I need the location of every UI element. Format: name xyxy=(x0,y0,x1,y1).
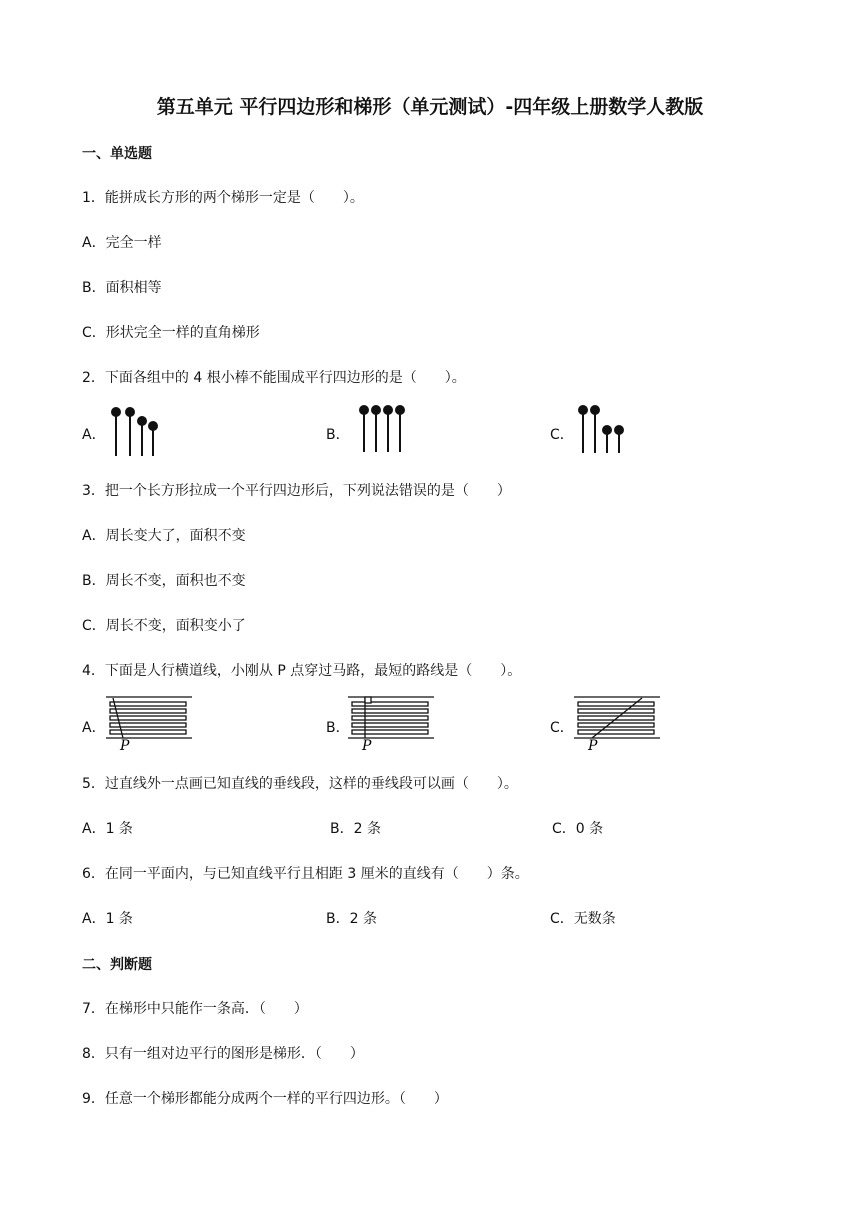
question-3-option-c: C．周长不变，面积变小了 xyxy=(82,618,246,634)
question-5-stem: 5．过直线外一点画已知直线的垂线段，这样的垂线段可以画（ ）。 xyxy=(82,776,518,792)
question-2-option-c: C． xyxy=(550,427,574,443)
section-heading-single-choice: 一、单选题 xyxy=(82,146,152,162)
question-1-option-c: C．形状完全一样的直角梯形 xyxy=(82,325,260,341)
question-5-option-a: A．1 条 xyxy=(82,821,133,837)
question-1-option-b: B．面积相等 xyxy=(82,280,162,296)
question-1-option-a: A．完全一样 xyxy=(82,235,162,251)
question-5-option-c: C．0 条 xyxy=(552,821,604,837)
question-4-option-b: B． xyxy=(326,720,350,736)
question-2-option-a: A． xyxy=(82,427,106,443)
question-1-stem: 1．能拼成长方形的两个梯形一定是（ ）。 xyxy=(82,190,364,206)
point-p-label: P xyxy=(362,738,372,754)
page-title: 第五单元 平行四边形和梯形（单元测试）-四年级上册数学人教版 xyxy=(156,96,704,118)
question-4-option-a: A． xyxy=(82,720,106,736)
question-2-figure-b xyxy=(354,402,410,456)
question-7-stem: 7．在梯形中只能作一条高．（ ） xyxy=(82,1001,308,1017)
question-4-stem: 4．下面是人行横道线，小刚从 P 点穿过马路，最短的路线是（ ）。 xyxy=(82,663,522,679)
question-8-stem: 8．只有一组对边平行的图形是梯形．（ ） xyxy=(82,1046,364,1062)
question-3-stem: 3．把一个长方形拉成一个平行四边形后，下列说法错误的是（ ） xyxy=(82,483,511,499)
question-2-figure-c xyxy=(574,402,630,456)
question-2-option-b: B． xyxy=(326,427,350,443)
point-p-label: P xyxy=(588,738,598,754)
question-6-option-c: C．无数条 xyxy=(550,911,616,927)
question-3-option-b: B．周长不变，面积也不变 xyxy=(82,573,246,589)
question-2-figure-a xyxy=(106,404,160,458)
question-4-option-c: C． xyxy=(550,720,574,736)
question-6-option-a: A．1 条 xyxy=(82,911,133,927)
question-6-stem: 6．在同一平面内，与已知直线平行且相距 3 厘米的直线有（ ）条。 xyxy=(82,866,529,882)
question-5-option-b: B．2 条 xyxy=(330,821,381,837)
question-4-figure-a xyxy=(104,693,194,755)
section-heading-judgement: 二、判断题 xyxy=(82,957,152,973)
question-3-option-a: A．周长变大了，面积不变 xyxy=(82,528,246,544)
question-6-option-b: B．2 条 xyxy=(326,911,377,927)
question-4-figure-c xyxy=(572,693,662,755)
point-p-label: P xyxy=(120,738,130,754)
question-2-stem: 2．下面各组中的 4 根小棒不能围成平行四边形的是（ ）。 xyxy=(82,370,466,386)
question-9-stem: 9．任意一个梯形都能分成两个一样的平行四边形。（ ） xyxy=(82,1091,448,1107)
question-4-figure-b xyxy=(346,693,436,755)
